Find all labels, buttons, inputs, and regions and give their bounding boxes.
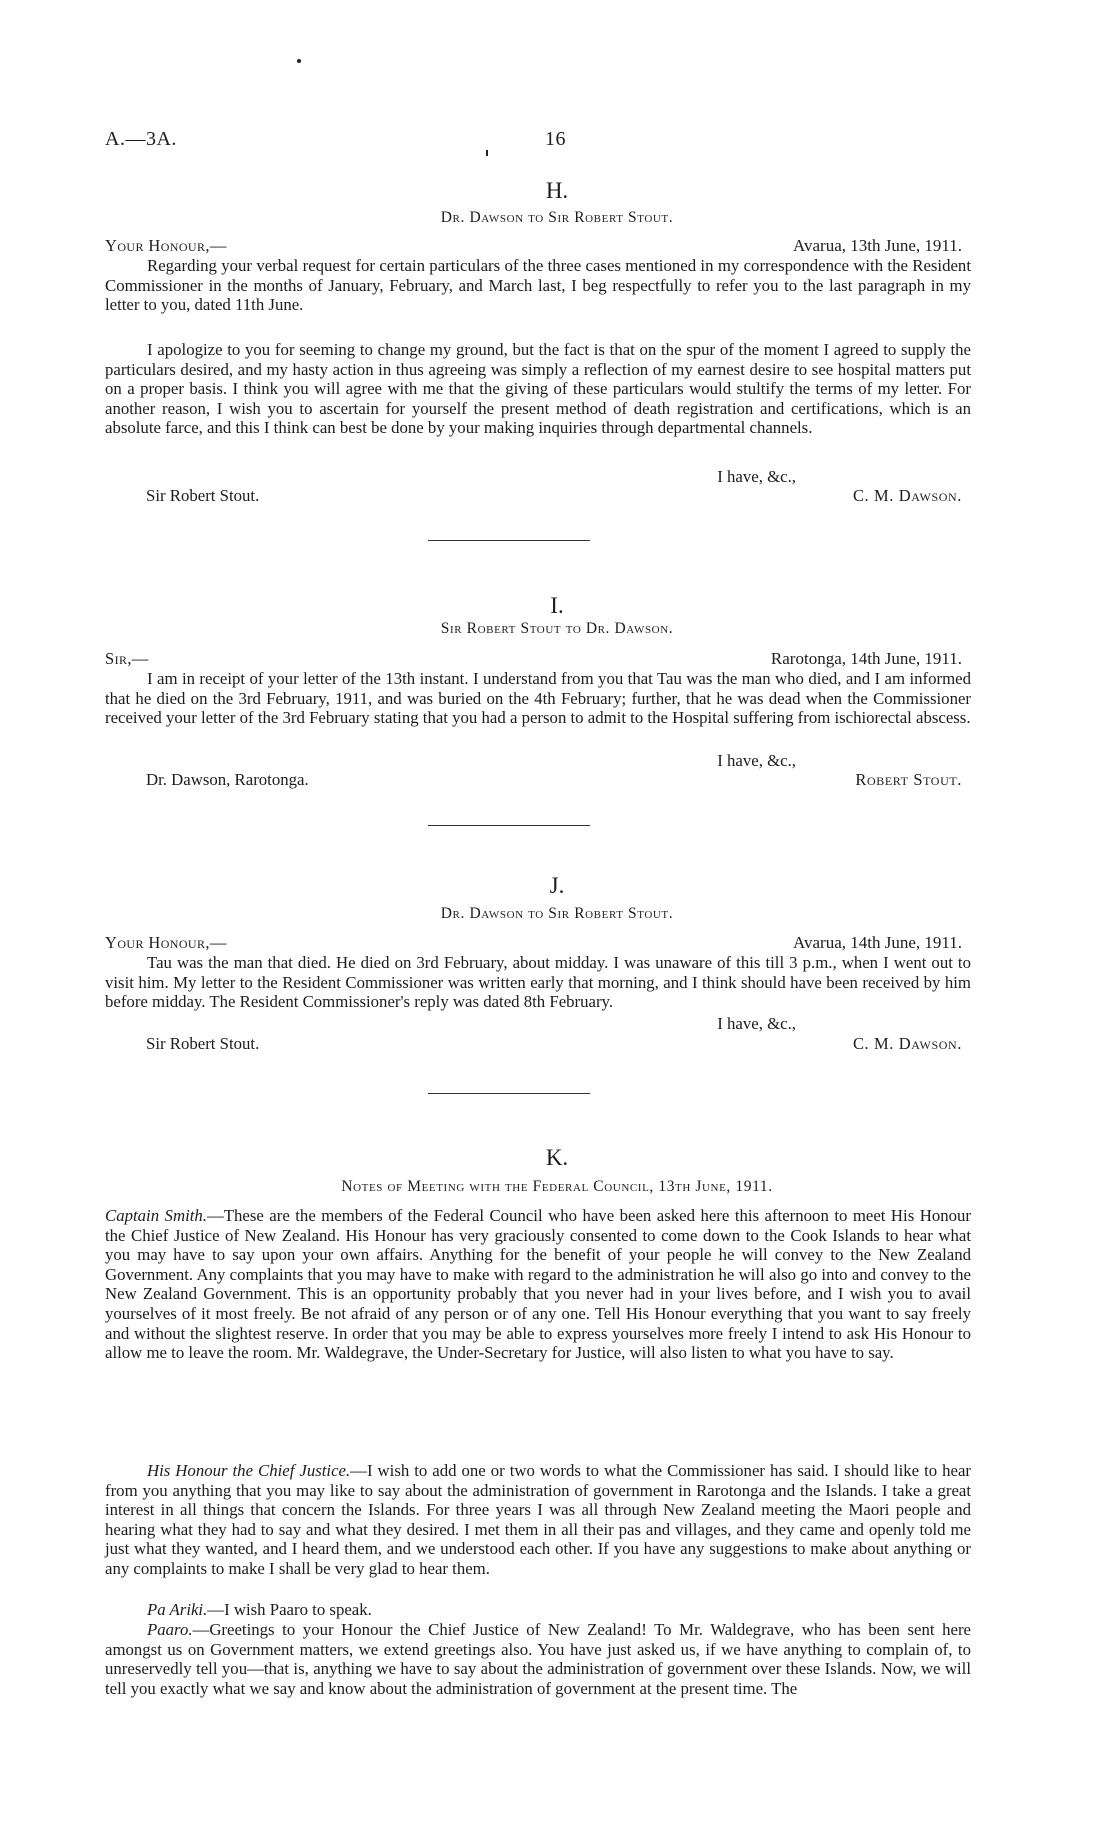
speaker-name: Paaro. <box>147 1620 193 1639</box>
salutation-i: Sir,— <box>105 649 149 668</box>
print-speck <box>297 59 301 63</box>
section-letter-i: I. <box>550 593 564 618</box>
dateline-i: Rarotonga, 14th June, 1911. <box>770 649 962 668</box>
dateline-h: Avarua, 13th June, 1911. <box>792 236 962 255</box>
section-heading-h: Dr. Dawson to Sir Robert Stout. <box>440 209 674 226</box>
paragraph-h-2: I apologize to you for seeming to change my ground, but the fact is that on the spur of the moment I agreed to supply the particulars desired, and my hasty action in thus agreeing was simply a reflection of my earnest desire to see hospital matters put on a proper basis. I think you will agree with me that the giving of these particulars would stultify the terms of my letter. For another reason, I wish you to ascertain for yourself the present method of death registration and certifications, which is an absolute farce, and this I think can best be done by your making inquiries through departmental channels. <box>105 340 971 437</box>
addressee-i: Dr. Dawson, Rarotonga. <box>146 770 309 789</box>
closing-i: I have, &c., <box>717 751 796 770</box>
salutation-h: Your Honour,— <box>105 236 227 255</box>
signature-h: C. M. Dawson. <box>852 486 962 505</box>
speaker-name: His Honour the Chief Justice. <box>147 1461 351 1480</box>
section-letter-k: K. <box>545 1145 569 1170</box>
speech-paragraph <box>105 1461 971 1579</box>
signature-i: Robert Stout. <box>855 770 962 789</box>
speech-paragraph <box>105 1206 971 1363</box>
speech-text: —I wish to add one or two words to what the Commissioner has said. I should like to hear from you anything that you may like to say about the administration of government in Rarotonga and the Islands. I take a great interest in all things that concern the Islands. For three years I was all through New Zealand meeting the Maori people and hearing what they had to say and what they desired. I met them in all their pas and villages, and they came and openly told me just what they wanted, and I heard them, and we understood each other. If you have any suggestions to make about anything or any complaints to make I shall be very glad to hear them. <box>105 1461 972 1578</box>
section-divider <box>428 1093 590 1094</box>
section-letter-h: H. <box>545 178 569 203</box>
speech-paragraph <box>105 1620 971 1698</box>
section-divider <box>428 825 590 826</box>
salutation-j: Your Honour,— <box>105 933 227 952</box>
paragraph-i-1: I am in receipt of your letter of the 13th instant. I understand from you that Tau was the man who died, and I am informed that he died on the 3rd February, 1911, and was buried on the 4th February; further, that he was dead when the Commissioner received your letter of the 3rd February stating that you had a person to admit to the Hospital suffering from ischiorectal abscess. <box>105 669 971 727</box>
dateline-j: Avarua, 14th June, 1911. <box>792 933 962 952</box>
section-letter-j: J. <box>549 873 565 898</box>
addressee-j: Sir Robert Stout. <box>146 1034 260 1053</box>
paragraph-j-1: Tau was the man that died. He died on 3rd February, about midday. I was unaware of this till 3 p.m., when I went out to visit him. My letter to the Resident Commissioner was written early that morning, and I think should have been received by him before midday. The Resident Commissioner's reply was dated 8th February. <box>105 953 971 1011</box>
document-reference: A.—3A. <box>105 128 177 150</box>
speaker-name: Pa Ariki. <box>147 1600 208 1619</box>
closing-h: I have, &c., <box>717 467 796 486</box>
signature-j: C. M. Dawson. <box>852 1034 962 1053</box>
speech-paragraph <box>105 1600 971 1620</box>
section-heading-i: Sir Robert Stout to Dr. Dawson. <box>440 620 674 637</box>
closing-j: I have, &c., <box>717 1014 796 1033</box>
speech-text: —These are the members of the Federal Council who have been asked here this afternoon to meet His Honour the Chief Justice of New Zealand. His Honour has very graciously consented to come down to the Cook Islands to hear what you may have to say upon your own affairs. Anything for the benefit of your people he will convey to the New Zealand Government. Any complaints that you may have to make with regard to the administration he will also go into and convey to the New Zealand Government. This is an opportunity probably that you never had in your lives before, and I wish you to avail yourselves of it most freely. Be not afraid of any person or of any one. Tell His Honour everything that you want to say freely and without the slightest reserve. In order that you may be able to express yourselves more freely I intend to ask His Honour to allow me to leave the room. Mr. Waldegrave, the Under-Secretary for Justice, will also listen to what you have to say. <box>105 1206 971 1363</box>
page-number: 16 <box>545 128 566 150</box>
paragraph-h-1: Regarding your verbal request for certain particulars of the three cases mentioned in my correspondence with the Resident Commissioner in the months of January, February, and March last, I beg respectfully to refer you to the last paragraph in my letter to you, dated 11th June. <box>105 256 971 314</box>
addressee-h: Sir Robert Stout. <box>146 486 260 505</box>
section-heading-k: Notes of Meeting with the Federal Council, 13th June, 1911. <box>341 1178 773 1195</box>
speech-text: —Greetings to your Honour the Chief Justice of New Zealand! To Mr. Waldegrave, who has been sent here amongst us on Government matters, we extend greetings also. You have just asked us, if we have anything to complain of, to unreservedly tell you—that is, anything we have to say about the administration of government over these Islands. Now, we will tell you exactly what we say and know about the administration of government at the present time. The <box>105 1620 971 1698</box>
section-divider <box>428 540 590 541</box>
section-heading-j: Dr. Dawson to Sir Robert Stout. <box>440 905 674 922</box>
speech-text: —I wish Paaro to speak. <box>207 1600 372 1619</box>
print-speck <box>486 150 488 156</box>
speaker-name: Captain Smith. <box>105 1206 207 1225</box>
